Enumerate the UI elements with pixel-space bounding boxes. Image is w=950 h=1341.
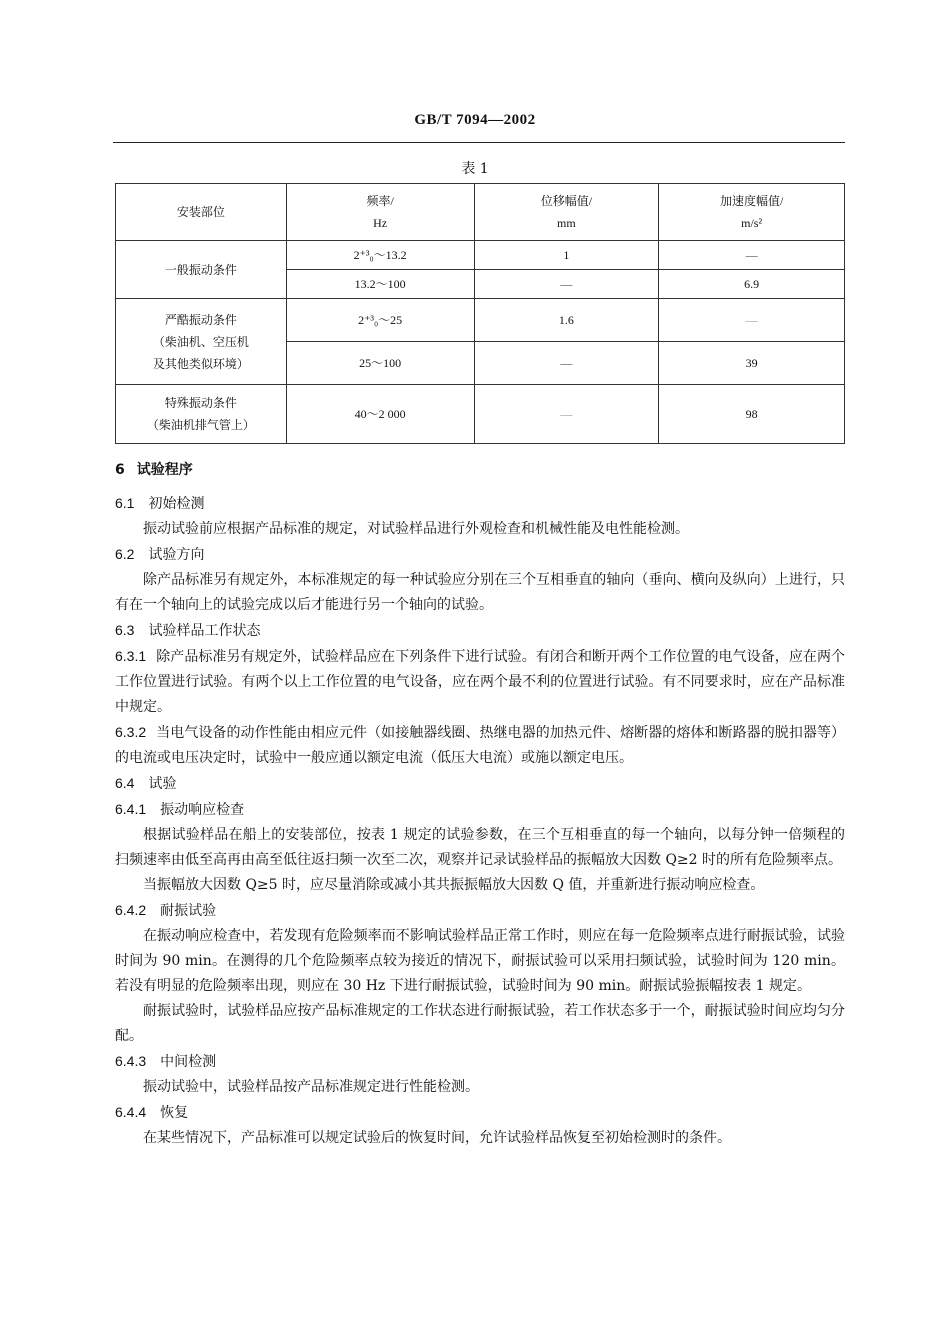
subsection-title: 试验方向 — [148, 547, 205, 563]
subsection-number: 6.3 — [115, 622, 135, 638]
subsection-heading-6-2 — [115, 542, 845, 568]
header-displacement-label: 位移幅值/ — [540, 194, 593, 208]
paragraph: 根据试验样品在船上的安装部位，按表 1 规定的试验参数，在三个互相垂直的每一个轴向，以每分钟一倍频程的扫频速率由低至高再由高至低往返扫频一次至二次，观察并记录试验样品的振幅放大因数 Q≥2 时的所有危险频率点。 — [115, 827, 845, 868]
row-label-severe-line3: 及其他类似环境） — [152, 356, 249, 371]
numbered-paragraph-6-3-1 — [115, 644, 845, 720]
clause-text: 除产品标准另有规定外，试验样品应在下列条件下进行试验。有闭合和断开两个工作位置的电气设备，应在两个工作位置进行试验。有两个以上工作位置的电气设备，应在两个最不利的位置进行试验。有不同要求时，应在产品标准中规定。 — [115, 649, 845, 715]
header-frequency-unit: Hz — [373, 216, 388, 230]
clause-text: 当电气设备的动作性能由相应元件（如接触器线圈、热继电器的加热元件、熔断器的熔体和断路器的脱扣器等）的电流或电压决定时，试验中一般应通以额定电流（低压大电流）或施以额定电压。 — [115, 725, 845, 766]
paragraph: 在某些情况下，产品标准可以规定试验后的恢复时间，允许试验样品恢复至初始检测时的条件。 — [143, 1130, 731, 1146]
cell-acceleration: 98 — [659, 385, 845, 444]
subsection-heading-6-3 — [115, 618, 845, 644]
cell-frequency: 2⁺³₀～25 — [286, 299, 474, 342]
vibration-conditions-table — [115, 183, 845, 444]
table-caption: 表 1 — [461, 161, 489, 177]
subsection-number: 6.1 — [115, 495, 135, 511]
subsection-title: 试验样品工作状态 — [148, 623, 261, 639]
cell-frequency: 2⁺³₀～13.2 — [286, 241, 474, 270]
subsection-number: 6.2 — [115, 546, 135, 562]
row-label-special — [116, 385, 287, 444]
cell-acceleration: — — [659, 241, 845, 270]
section-title: 试验程序 — [136, 462, 193, 478]
subsection-title: 恢复 — [160, 1105, 189, 1121]
subsection-title: 耐振试验 — [160, 903, 217, 919]
subsection-number: 6.4.2 — [115, 902, 147, 918]
subsection-number: 6.4 — [115, 775, 135, 791]
table-row — [116, 385, 845, 444]
subsection-title: 振动响应检查 — [160, 802, 245, 818]
table-header-row — [116, 184, 845, 241]
header-acceleration-unit: m/s² — [741, 216, 763, 230]
paragraph: 耐振试验时，试验样品应按产品标准规定的工作状态进行耐振试验，若工作状态多于一个，耐振试验时间应均匀分配。 — [115, 1003, 845, 1044]
cell-displacement: — — [474, 385, 659, 444]
numbered-paragraph-6-3-2 — [115, 720, 845, 771]
cell-acceleration: 6.9 — [659, 270, 845, 299]
row-label-special-line1: 特殊振动条件 — [164, 396, 237, 410]
subsection-title: 试验 — [148, 776, 177, 792]
subsection-heading-6-4-2 — [115, 898, 845, 924]
paragraph: 在振动响应检查中，若发现有危险频率而不影响试验样品正常工作时，则应在每一危险频率点进行耐振试验，试验时间为 90 min。在测得的几个危险频率点较为接近的情况下，耐振试验可以采用扫频试验，试验时间为 120 min。若没有明显的危险频率出现，则应在 30 Hz 下进行耐振试验，试验时间为 90 min。耐振试验振幅按表 1 规定。 — [115, 928, 845, 994]
subsection-heading-6-4-3 — [115, 1049, 845, 1075]
subsection-title: 初始检测 — [148, 496, 205, 512]
header-frequency — [286, 184, 474, 241]
header-frequency-label: 频率/ — [366, 194, 394, 208]
table-row — [116, 241, 845, 270]
document-body — [115, 458, 845, 1151]
header-acceleration — [659, 184, 845, 241]
subsection-number: 6.4.3 — [115, 1053, 147, 1069]
cell-acceleration: — — [659, 299, 845, 342]
subsection-heading-6-4 — [115, 771, 845, 797]
header-displacement — [474, 184, 659, 241]
subsection-number: 6.4.4 — [115, 1104, 147, 1120]
cell-displacement: 1.6 — [474, 299, 659, 342]
paragraph: 除产品标准另有规定外，本标准规定的每一种试验应分别在三个互相垂直的轴向（垂向、横向及纵向）上进行，只有在一个轴向上的试验完成以后才能进行另一个轴向的试验。 — [115, 572, 845, 613]
subsection-heading-6-1 — [115, 491, 845, 517]
subsection-heading-6-4-4 — [115, 1100, 845, 1126]
row-label-severe-line1: 严酷振动条件 — [164, 312, 237, 327]
section-number: 6 — [115, 462, 125, 478]
subsection-number: 6.4.1 — [115, 801, 147, 817]
cell-displacement: 1 — [474, 241, 659, 270]
header-mounting-location: 安装部位 — [116, 184, 287, 241]
paragraph: 振动试验中，试验样品按产品标准规定进行性能检测。 — [143, 1079, 479, 1095]
subsection-heading-6-4-1 — [115, 797, 845, 823]
clause-number: 6.3.1 — [115, 648, 147, 664]
subsection-title: 中间检测 — [160, 1054, 217, 1070]
clause-number: 6.3.2 — [115, 724, 147, 740]
paragraph: 当振幅放大因数 Q≥5 时，应尽量消除或减小其共振振幅放大因数 Q 值，并重新进行振动响应检查。 — [143, 877, 765, 893]
row-label-special-line2: （柴油机排气管上） — [146, 418, 255, 432]
table-row — [116, 299, 845, 342]
section-heading-6 — [115, 458, 845, 483]
cell-frequency: 25～100 — [286, 342, 474, 385]
header-displacement-unit: mm — [557, 216, 576, 230]
row-label-severe-line2: （柴油机、空压机 — [152, 334, 249, 349]
cell-displacement: — — [474, 342, 659, 385]
cell-frequency: 40～2 000 — [286, 385, 474, 444]
cell-displacement: — — [474, 270, 659, 299]
cell-frequency: 13.2～100 — [286, 270, 474, 299]
row-label-severe — [116, 299, 287, 385]
header-rule — [113, 142, 845, 143]
document-header: GB/T 7094—2002 — [414, 112, 536, 128]
row-label-general: 一般振动条件 — [116, 241, 287, 299]
header-acceleration-label: 加速度幅值/ — [719, 194, 784, 208]
paragraph: 振动试验前应根据产品标准的规定，对试验样品进行外观检查和机械性能及电性能检测。 — [143, 521, 689, 537]
cell-acceleration: 39 — [659, 342, 845, 385]
